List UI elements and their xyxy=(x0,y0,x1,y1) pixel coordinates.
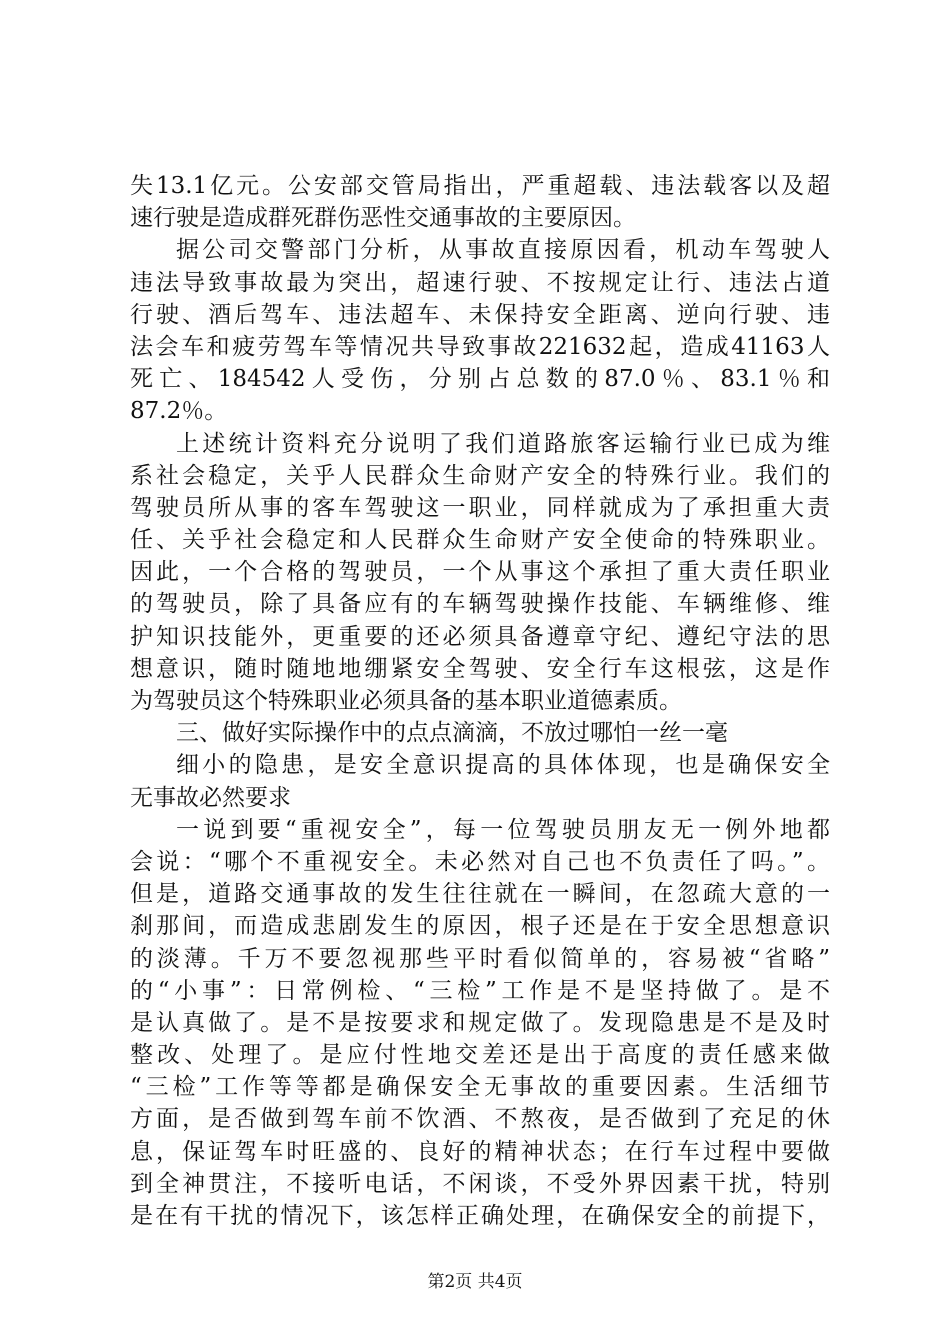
text-line: 到全神贯注，不接听电话，不闲谈，不受外界因素干扰，特别 xyxy=(130,1170,830,1197)
text-line: 一说到要“重视安全”，每一位驾驶员朋友无一例外地都 xyxy=(176,816,830,843)
text-line: 系社会稳定，关乎人民群众生命财产安全的特殊行业。我们的 xyxy=(130,462,830,489)
text-line: 驾驶员所从事的客车驾驶这一职业，同样就成为了承担重大责 xyxy=(130,494,830,521)
text-line: 是在有干扰的情况下，该怎样正确处理，在确保安全的前提下， xyxy=(130,1203,830,1229)
text-line: 任、关乎社会稳定和人民群众生命财产安全使命的特殊职业。 xyxy=(130,527,830,554)
text-line: 整改、处理了。是应付性地交差还是出于高度的责任感来做 xyxy=(130,1042,830,1069)
text-line: 为驾驶员这个特殊职业必须具备的基本职业道德素质。 xyxy=(130,688,682,714)
document-body xyxy=(130,170,830,1232)
text-line: 但是，道路交通事故的发生往往就在一瞬间，在忽疏大意的一 xyxy=(130,881,830,908)
text-line: 因此，一个合格的驾驶员，一个从事这个承担了重大责任职业 xyxy=(130,559,830,586)
page-footer: 第2页 共4页 xyxy=(427,1272,523,1292)
text-line: 失13.1亿元。公安部交管局指出，严重超载、违法载客以及超 xyxy=(130,173,830,199)
text-line: 违法导致事故最为突出，超速行驶、不按规定让行、违法占道 xyxy=(130,269,830,296)
text-line: 息，保证驾车时旺盛的、良好的精神状态；在行车过程中要做 xyxy=(130,1138,830,1165)
text-line: 细小的隐患，是安全意识提高的具体体现，也是确保安全 xyxy=(176,752,830,779)
text-line: 死亡、184542人受伤，分别占总数的87.0％、83.1％和 xyxy=(130,366,830,393)
text-line: 87.2％。 xyxy=(130,398,228,425)
text-line: 刹那间，而造成悲剧发生的原因，根子还是在于安全思想意识 xyxy=(130,913,830,940)
text-line: “三检”工作等等都是确保安全无事故的重要因素。生活细节 xyxy=(130,1074,830,1101)
text-line: 是认真做了。是不是按要求和规定做了。发现隐患是不是及时 xyxy=(130,1009,830,1036)
text-line: 的驾驶员，除了具备应有的车辆驾驶操作技能、车辆维修、维 xyxy=(130,591,830,618)
text-line: 据公司交警部门分析，从事故直接原因看，机动车驾驶人 xyxy=(176,237,830,264)
text-line: 护知识技能外，更重要的还必须具备遵章守纪、遵纪守法的思 xyxy=(130,623,830,650)
text-line: 法会车和疲劳驾车等情况共导致事故221632起，造成41163人 xyxy=(130,333,830,360)
text-line: 速行驶是造成群死群伤恶性交通事故的主要原因。 xyxy=(130,205,636,232)
text-line: 的“小事”：日常例检、“三检”工作是不是坚持做了。是不 xyxy=(130,977,830,1004)
text-line: 行驶、酒后驾车、违法超车、未保持安全距离、逆向行驶、违 xyxy=(130,301,830,328)
text-line: 想意识，随时随地地绷紧安全驾驶、安全行车这根弦，这是作 xyxy=(130,655,830,682)
text-line: 的淡薄。千万不要忽视那些平时看似简单的，容易被“省略” xyxy=(130,945,830,972)
text-line: 方面，是否做到驾车前不饮酒、不熬夜，是否做到了充足的休 xyxy=(130,1106,830,1133)
text-line: 无事故必然要求 xyxy=(130,784,291,811)
text-line: 上述统计资料充分说明了我们道路旅客运输行业已成为维 xyxy=(176,430,830,457)
text-line: 三、做好实际操作中的点点滴滴，不放过哪怕一丝一毫 xyxy=(176,720,728,747)
text-line: 会说：“哪个不重视安全。未必然对自己也不负责任了吗。”。 xyxy=(130,848,830,875)
